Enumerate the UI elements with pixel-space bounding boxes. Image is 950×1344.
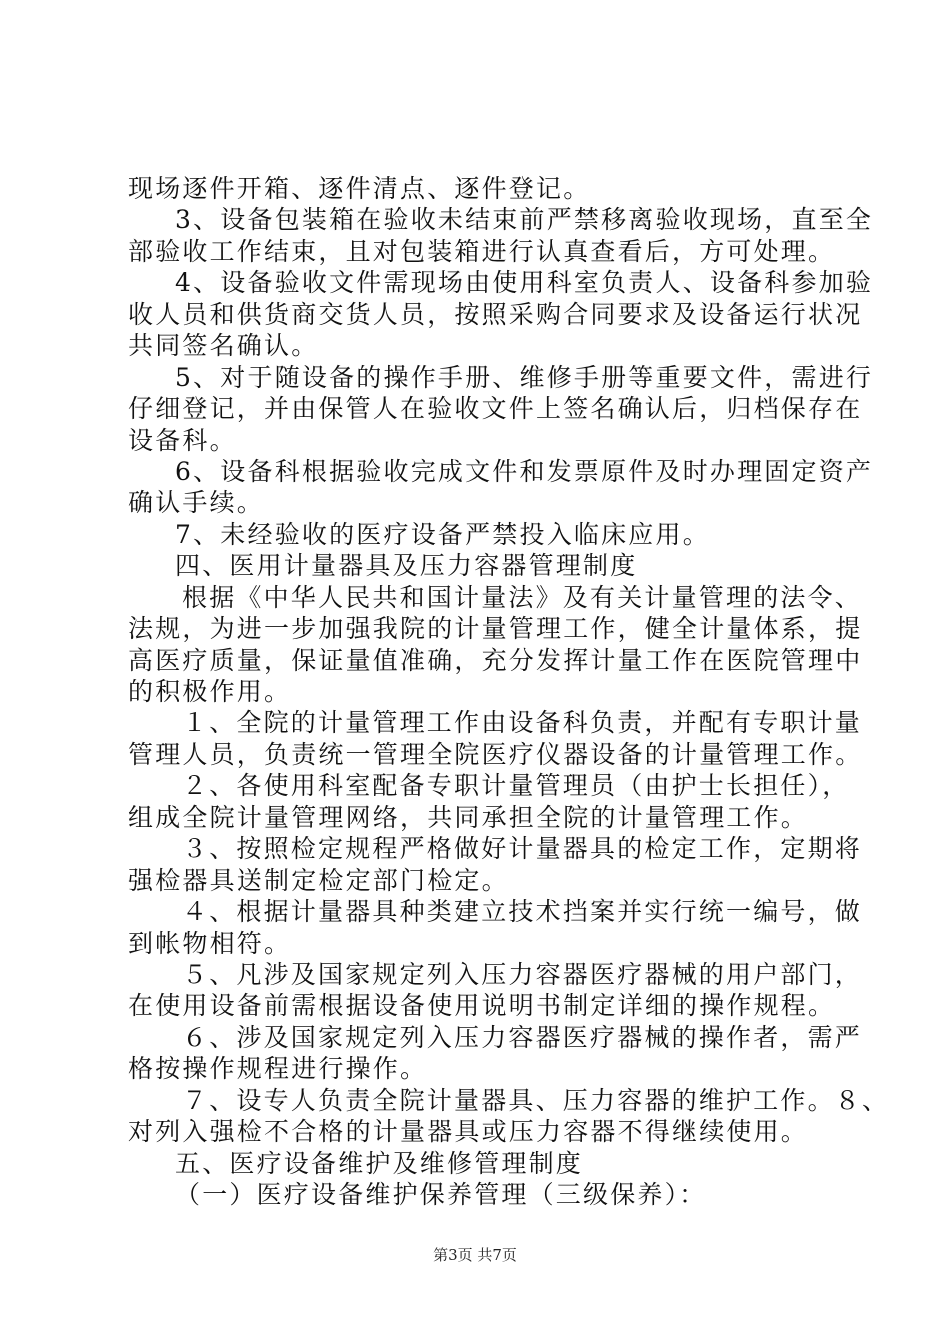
text-line: 共同签名确认。 <box>128 331 319 360</box>
text-line: 管理人员，负责统一管理全院医疗仪器设备的计量管理工作。 <box>128 740 863 769</box>
text-line: 6、设备科根据验收完成文件和发票原件及时办理固定资产 <box>175 457 874 486</box>
text-line: 现场逐件开箱、逐件清点、逐件登记。 <box>128 174 591 203</box>
text-line: 7、未经验收的医疗设备严禁投入临床应用。 <box>175 520 710 549</box>
text-line: 4、设备验收文件需现场由使用科室负责人、设备科参加验 <box>175 268 874 297</box>
text-line: 设备科。 <box>128 426 237 455</box>
text-line: 仔细登记，并由保管人在验收文件上签名确认后，归档保存在 <box>128 394 863 423</box>
section-heading: 五、医疗设备维护及维修管理制度 <box>175 1149 584 1178</box>
text-line: ４、根据计量器具种类建立技术挡案并实行统一编号，做 <box>182 897 863 926</box>
text-line: 3、设备包装箱在验收未结束前严禁移离验收现场，直至全 <box>175 205 874 234</box>
text-line: 高医疗质量，保证量值准确，充分发挥计量工作在医院管理中 <box>128 646 863 675</box>
text-line: 在使用设备前需根据设备使用说明书制定详细的操作规程。 <box>128 991 836 1020</box>
text-line: ６、涉及国家规定列入压力容器医疗器械的操作者，需严 <box>182 1023 863 1052</box>
text-line: 确认手续。 <box>128 488 265 517</box>
text-line: １、全院的计量管理工作由设备科负责，并配有专职计量 <box>182 708 863 737</box>
text-line: 强检器具送制定检定部门检定。 <box>128 866 509 895</box>
section-heading: 四、医用计量器具及压力容器管理制度 <box>175 551 638 580</box>
text-line: 法规，为进一步加强我院的计量管理工作，健全计量体系，提 <box>128 614 863 643</box>
subsection-heading: （一）医疗设备维护保养管理（三级保养）： <box>175 1180 707 1209</box>
text-line: ５、凡涉及国家规定列入压力容器医疗器械的用户部门， <box>182 960 863 989</box>
page-number: 第3页 共7页 <box>433 1246 517 1264</box>
text-line: 5、对于随设备的操作手册、维修手册等重要文件，需进行 <box>175 363 874 392</box>
text-line: ３、按照检定规程严格做好计量器具的检定工作，定期将 <box>182 834 863 863</box>
text-line: 根据《中华人民共和国计量法》及有关计量管理的法令、 <box>182 583 863 612</box>
text-line: ７、设专人负责全院计量器具、压力容器的维护工作。８、 <box>182 1086 890 1115</box>
text-line: ２、各使用科室配备专职计量管理员（由护士长担任）， <box>182 771 850 800</box>
text-line: 组成全院计量管理网络，共同承担全院的计量管理工作。 <box>128 803 809 832</box>
text-line: 格按操作规程进行操作。 <box>128 1054 428 1083</box>
text-line: 对列入强检不合格的计量器具或压力容器不得继续使用。 <box>128 1117 809 1146</box>
text-line: 收人员和供货商交货人员，按照采购合同要求及设备运行状况 <box>128 300 863 329</box>
text-line: 部验收工作结束，且对包装箱进行认真查看后，方可处理。 <box>128 237 836 266</box>
text-line: 的积极作用。 <box>128 677 292 706</box>
text-line: 到帐物相符。 <box>128 929 292 958</box>
